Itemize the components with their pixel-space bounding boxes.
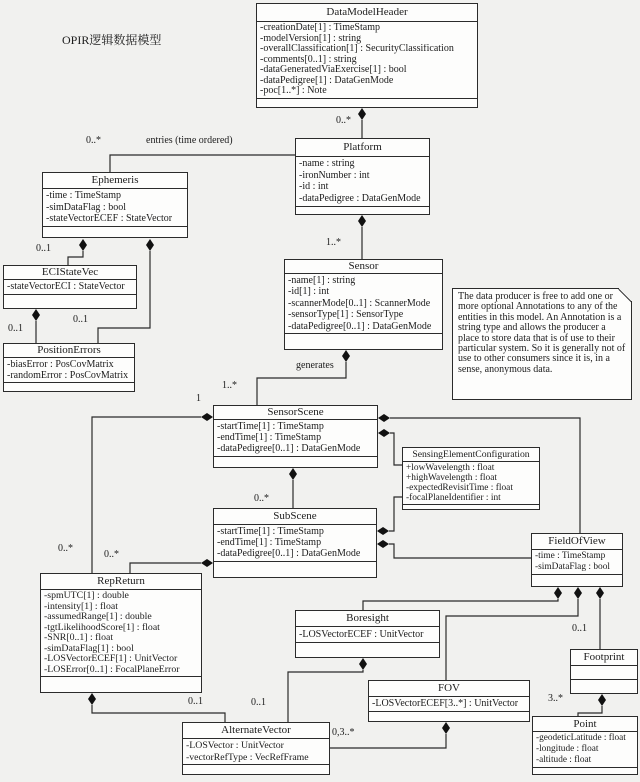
multiplicity-label: 0..1 [8,323,23,334]
composition-diamond [574,587,582,599]
connector-boresight-alternatevector [288,670,363,722]
multiplicity-label: 1..* [222,380,237,391]
class-field-of-view[interactable] [531,533,623,587]
composition-diamond [378,429,390,437]
class-attributes [285,274,442,334]
class-attributes [183,739,329,765]
class-attribute: -LOSError[0..1] : FocalPlaneError [44,664,180,675]
connector-subscene-repreturn [130,563,201,573]
composition-diamond [378,414,390,422]
class-rep-return[interactable] [40,573,202,693]
composition-diamond [442,722,450,734]
class-alternate-vector[interactable] [182,722,330,775]
class-attribute: -ironNumber : int [299,169,370,181]
class-title: ECIStateVec [4,266,136,280]
class-attribute: -dataPedigree[0..1] : DataGenMode [217,443,361,455]
class-title: RepReturn [41,574,201,590]
operations-compartment [296,643,439,657]
annotation-note[interactable] [452,288,632,400]
operations-compartment [214,457,377,467]
class-title: Point [533,717,637,732]
class-attribute: -name : string [299,158,355,169]
composition-diamond [377,527,389,535]
class-attribute: -LOSVector : UnitVector [186,740,284,751]
class-attribute: -dataPedigree[0..1] : DataGenMode [288,320,432,332]
composition-diamond [358,108,366,120]
class-title: DataModelHeader [257,4,477,22]
class-attribute: -SNR[0..1] : float [44,633,114,643]
composition-diamond [554,587,562,599]
class-sensor[interactable] [284,259,443,350]
operations-compartment [257,99,477,108]
operations-compartment [403,505,539,509]
class-boresight[interactable] [295,610,440,658]
class-attribute: -stateVectorECI : StateVector [7,281,125,292]
composition-diamond [88,693,96,705]
note-text: The data producer is free to add one or more optional Annotations to any of the entities in this model. An Annotation is a string type and allows the producer a place to store data that is of use to their particular system. So it is generally not of use to other consumers since it is, in a sense, anonymous data. [458,291,626,375]
multiplicity-label: 0..* [86,135,101,146]
composition-diamond [201,413,213,421]
class-attribute: -LOSVectorECEF[1] : UnitVector [44,654,178,664]
connector-repreturn-alternatevector [92,705,225,722]
operations-compartment [285,334,442,349]
class-footprint[interactable] [570,649,638,694]
class-attribute: -endTime[1] : TimeStamp [217,537,322,549]
class-fov[interactable] [368,680,530,722]
class-attribute: -simDataFlag : bool [535,562,610,572]
class-title: SubScene [214,509,376,525]
composition-diamond [596,587,604,599]
class-attributes [403,462,539,505]
class-attributes [296,157,429,207]
operations-compartment [369,712,529,721]
operations-compartment [183,765,329,774]
multiplicity-label: 0..* [104,549,119,560]
class-attribute: -altitude : float [536,755,592,765]
class-attribute: -assumedRange[1] : double [44,612,152,622]
class-attribute: -LOSVectorECEF : UnitVector [299,629,424,640]
composition-diamond [377,540,389,548]
class-title: FieldOfView [532,534,622,550]
operations-compartment [41,677,201,692]
class-sensor-scene[interactable] [213,405,378,468]
class-attribute: -id[1] : int [288,286,330,298]
class-attributes [4,280,136,295]
connector-ephemeris-ecistatevec [68,251,83,265]
class-attribute: -LOSVectorECEF[3..*] : UnitVector [372,698,519,709]
class-title: AlternateVector [183,723,329,739]
class-sensing-element-configuration[interactable] [402,447,540,510]
operations-compartment [4,383,134,391]
multiplicity-label: 0..1 [572,623,587,634]
class-title: PositionErrors [4,344,134,358]
class-attributes [214,420,377,457]
class-attribute: -startTime[1] : TimeStamp [217,421,324,432]
class-attribute: -randomError : PosCovMatrix [7,370,129,381]
class-attributes [257,22,477,99]
class-attribute: +lowWavelength : float [406,463,495,473]
class-attribute: -focalPlaneIdentifier : int [406,493,501,503]
composition-diamond [32,309,40,321]
operations-compartment [533,768,637,774]
class-attribute: +highWavelength : float [406,473,497,483]
class-attribute: -dataPedigree : DataGenMode [299,193,421,205]
class-attribute: -stateVectorECEF : StateVector [46,213,173,225]
class-title: Footprint [571,650,637,666]
class-attribute: -scannerMode[0..1] : ScannerMode [288,297,431,309]
composition-diamond [201,559,213,567]
multiplicity-label: 0..* [336,115,351,126]
connector-subscene-fieldofview [389,544,531,558]
class-attribute: -sensorType[1] : SensorType [288,309,404,321]
operations-compartment [4,295,136,308]
connector-platform-ephemeris [110,155,295,172]
class-title: Platform [296,139,429,157]
class-attributes [532,550,622,575]
diagram-title: OPIR逻辑数据模型 [62,33,162,47]
class-title: SensingElementConfiguration [403,448,539,462]
class-attribute: -tgtLikelihoodScore[1] : float [44,622,160,633]
class-data-model-header[interactable] [256,3,478,108]
class-ephemeris[interactable] [42,172,188,238]
multiplicity-label: 0..1 [73,314,88,325]
operations-compartment [571,680,637,693]
multiplicity-label: 1 [196,393,201,404]
connector-sensorscene-sensingelementconfig [390,433,402,465]
composition-diamond [359,658,367,670]
class-attribute: -geodeticLatitude : float [536,733,626,743]
multiplicity-label: 0..* [254,493,269,504]
composition-diamond [358,215,366,227]
connector-fieldofview-boresight [363,599,558,610]
composition-diamond [342,350,350,362]
class-attributes [41,590,201,677]
class-attribute: -time : TimeStamp [46,190,122,201]
class-attribute: -dataPedigree[0..1] : DataGenMode [217,548,361,560]
class-attribute: -biasError : PosCovMatrix [7,359,114,370]
composition-diamond [289,468,297,480]
multiplicity-label: 0..1 [188,696,203,707]
composition-diamond [79,239,87,251]
connector-fieldofview-fov [446,599,578,680]
class-attribute: -spmUTC[1] : double [44,591,129,601]
multiplicity-label: 0..1 [36,243,51,254]
connector-footprint-point [578,706,602,716]
operations-compartment [532,575,622,586]
multiplicity-label: 0..* [58,543,73,554]
multiplicity-label: 1..* [326,237,341,248]
operations-compartment [214,562,376,577]
class-attribute: -dataPedigree[1] : DataGenMode [260,75,394,86]
class-title: FOV [369,681,529,697]
class-attribute: -overallClassification[1] : SecurityClassification [260,44,454,54]
class-sub-scene[interactable] [213,508,377,578]
class-attribute: -name[1] : string [288,275,356,286]
class-attribute: -longitude : float [536,744,599,754]
class-title: Ephemeris [43,173,187,189]
class-attributes [43,189,187,227]
class-attributes [533,732,637,768]
class-title: Boresight [296,611,439,627]
class-attribute: -vectorRefType : VecRefFrame [186,751,309,763]
class-attribute: -simDataFlag[1] : bool [44,643,134,654]
class-attribute: -comments[0..1] : string [260,54,357,65]
operations-compartment [296,207,429,214]
class-attributes [369,697,529,712]
connector-subscene-sensingelementconfig [389,497,402,531]
class-attributes [4,358,134,383]
class-attribute: -creationDate[1] : TimeStamp [260,23,380,33]
class-platform[interactable] [295,138,430,215]
class-title: SensorScene [214,406,377,420]
role-label: entries (time ordered) [146,135,233,146]
class-attribute: -intensity[1] : float [44,601,119,612]
class-attribute: -modelVersion[1] : string [260,33,362,44]
class-attribute: -poc[1..*] : Note [260,86,327,96]
role-label: generates [296,360,334,371]
class-attribute: -id : int [299,181,329,193]
class-position-errors[interactable] [3,343,135,392]
multiplicity-label: 3..* [548,693,563,704]
class-attribute: -expectedRevisitTime : float [406,483,513,493]
class-attribute: -dataGeneratedViaExercise[1] : bool [260,65,407,75]
class-attribute: -simDataFlag : bool [46,201,126,213]
class-title: Sensor [285,260,442,274]
attributes-compartment [571,666,637,680]
composition-diamond [598,694,606,706]
class-point[interactable] [532,716,638,775]
multiplicity-label: 0,3..* [332,727,355,738]
class-attribute: -time : TimeStamp [535,551,606,561]
class-eci-state-vec[interactable] [3,265,137,309]
class-attributes [296,627,439,643]
class-attributes [214,525,376,562]
composition-diamond [146,239,154,251]
multiplicity-label: 0..1 [251,697,266,708]
class-attribute: -startTime[1] : TimeStamp [217,526,324,537]
class-attribute: -endTime[1] : TimeStamp [217,432,322,444]
operations-compartment [43,227,187,237]
